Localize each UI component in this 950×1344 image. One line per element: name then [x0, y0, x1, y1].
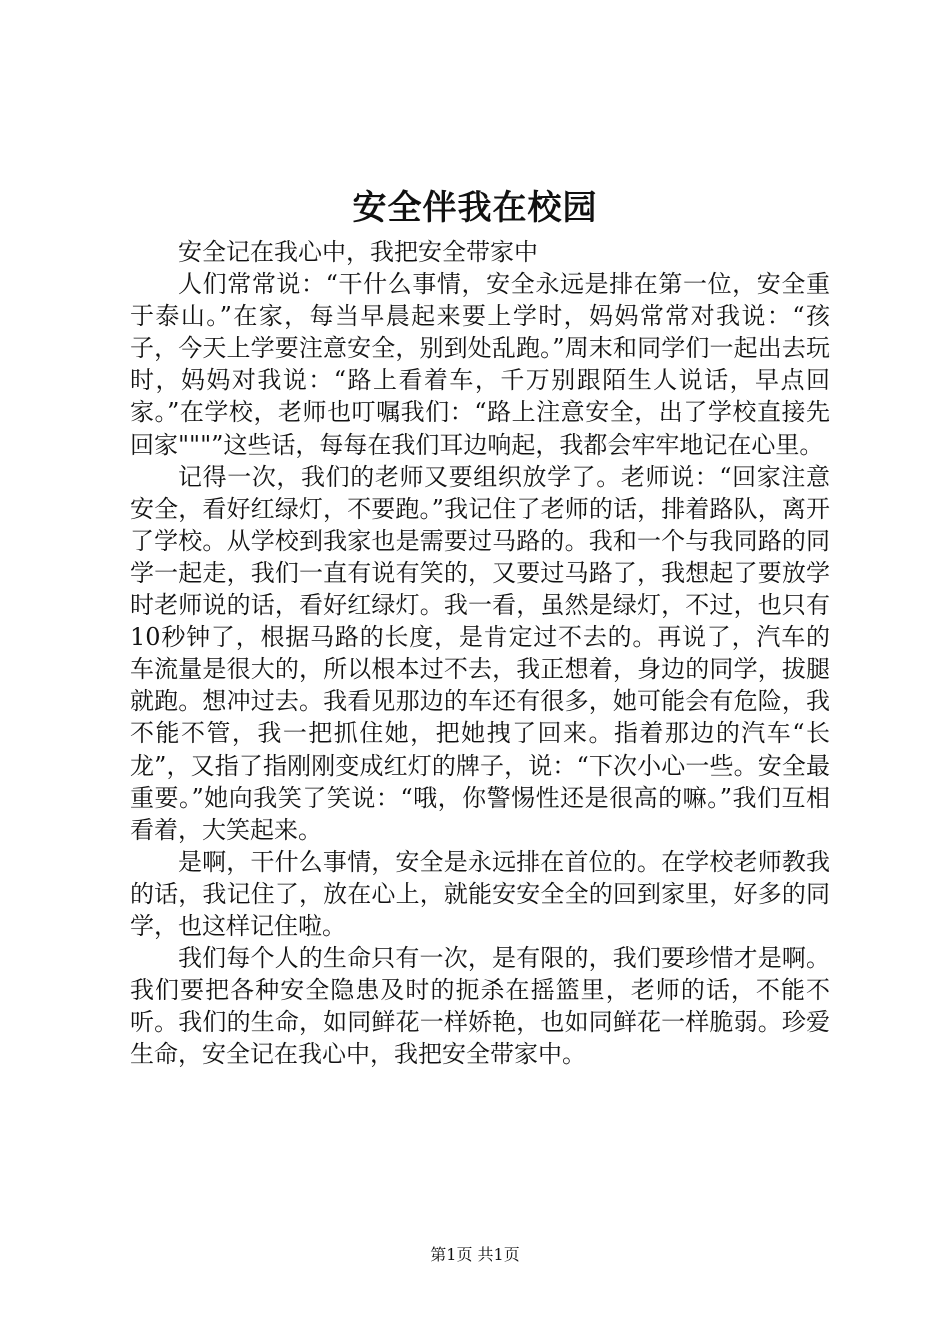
- paragraph-3: 记得一次，我们的老师又要组织放学了。老师说：“回家注意安全，看好红绿灯，不要跑。”我记住了老师的话，排着路队，离开了学校。从学校到我家也是需要过马路的。我和一个与我同路的同学一起走，我们一直有说有笑的，又要过马路了，我想起了要放学时老师说的话，看好红绿灯。我一看，虽然是绿灯，不过，也只有10秒钟了，根据马路的长度，是肯定过不去的。再说了，汽车的车流量是很大的，所以根本过不去，我正想着，身边的同学，拔腿就跑。想冲过去。我看见那边的车还有很多，她可能会有危险，我不能不管，我一把抓住她，把她拽了回来。指着那边的汽车“长龙”，又指了指刚刚变成红灯的牌子，说：“下次小心一些。安全最重要。”她向我笑了笑说：“哦，你警惕性还是很高的嘛。”我们互相看着，大笑起来。: [130, 462, 830, 844]
- paragraph-5: 我们每个人的生命只有一次，是有限的，我们要珍惜才是啊。我们要把各种安全隐患及时的扼杀在摇篮里，老师的话，不能不听。我们的生命，如同鲜花一样娇艳，也如同鲜花一样脆弱。珍爱生命，安全记在我心中，我把安全带家中。: [130, 944, 830, 1069]
- paragraph-2: 人们常常说：“干什么事情，安全永远是排在第一位，安全重于泰山。”在家，每当早晨起来要上学时，妈妈常常对我说：“孩子，今天上学要注意安全，别到处乱跑。”周末和同学们一起出去玩时，妈妈对我说：“路上看着车，千万别跟陌生人说话，早点回家。”在学校，老师也叮嘱我们：“路上注意安全，出了学校直接先回家"""”这些话，每每在我们耳边响起，我都会牢牢地记在心里。: [130, 270, 830, 459]
- page-number-footer: 第1页 共1页: [430, 1245, 520, 1264]
- paragraph-4: 是啊，干什么事情，安全是永远排在首位的。在学校老师教我的话，我记住了，放在心上，就能安安全全的回到家里，好多的同学，也这样记住啦。: [130, 847, 830, 940]
- document-body: [130, 236, 830, 1070]
- document-title: 安全伴我在校园: [352, 188, 598, 228]
- paragraph-1: 安全记在我心中，我把安全带家中: [178, 238, 538, 266]
